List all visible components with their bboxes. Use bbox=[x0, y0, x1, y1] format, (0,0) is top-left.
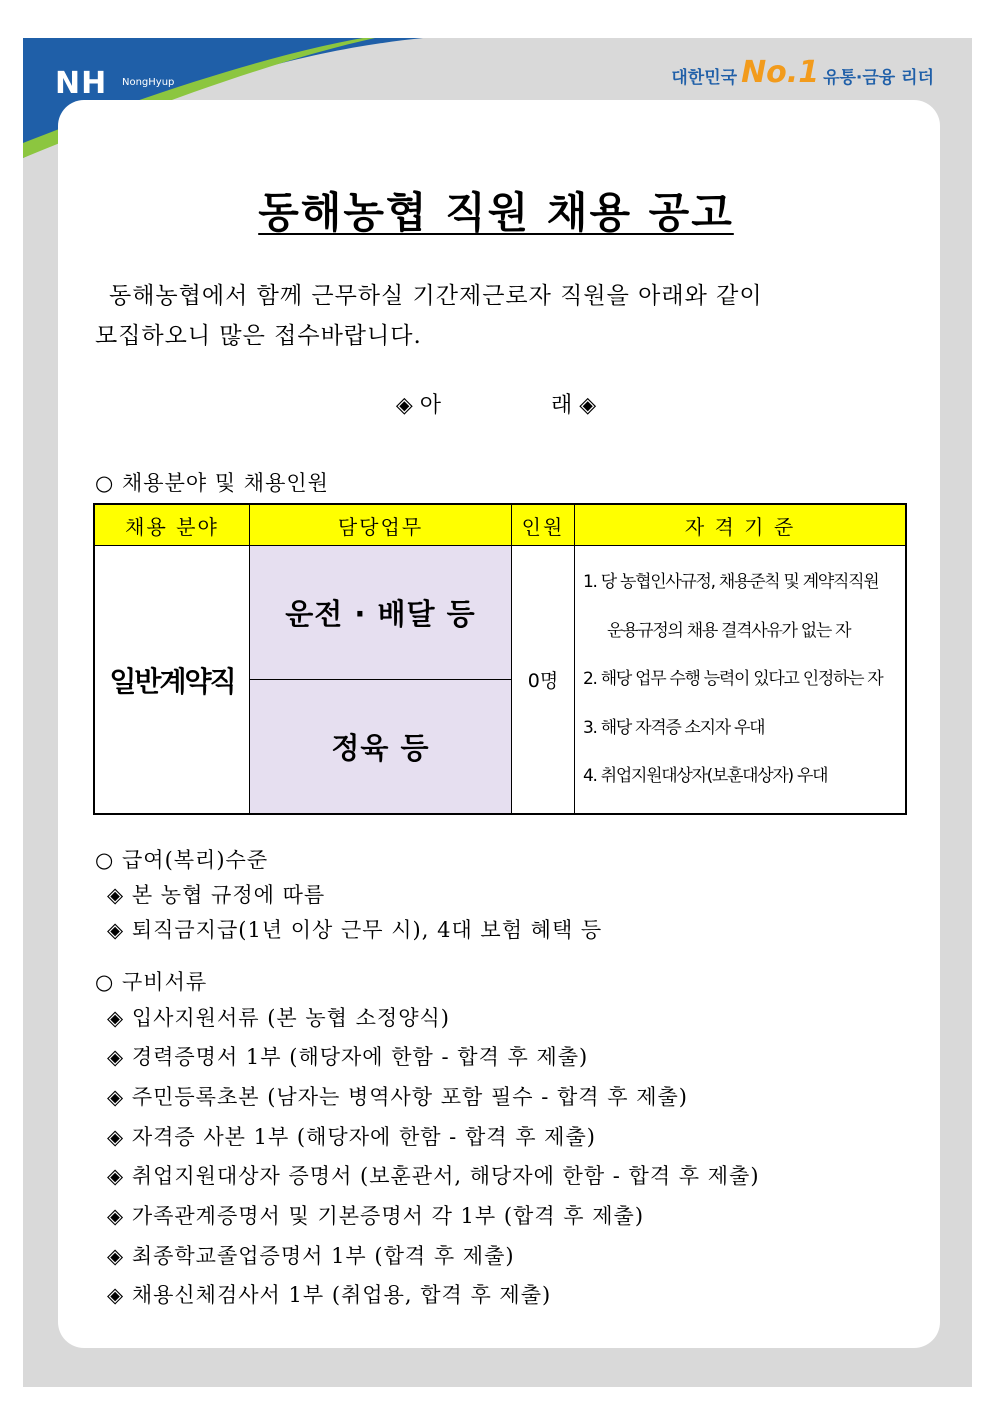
list-item: ◈ 본 농협 규정에 따름 bbox=[107, 883, 326, 907]
intro-paragraph bbox=[95, 276, 895, 356]
criteria-item: 4. 취업지원대상자(보훈대상자) 우대 bbox=[583, 766, 828, 787]
page-title-text: 동해농협 직원 채용 공고 bbox=[258, 188, 734, 237]
arae-right: 래 ◈ bbox=[551, 393, 597, 418]
list-item: ◈ 취업지원대상자 증명서 (보훈관서, 해당자에 한함 - 합격 후 제출) bbox=[107, 1164, 760, 1188]
criteria-item: 1. 당 농협인사규정, 채용준칙 및 계약직직원 bbox=[583, 572, 879, 593]
header-count: 인원 bbox=[512, 504, 575, 546]
list-item: ◈ 자격증 사본 1부 (해당자에 한함 - 합격 후 제출) bbox=[107, 1125, 596, 1149]
count-cell: 0명 bbox=[512, 546, 575, 815]
slogan-no1: No.1 bbox=[741, 55, 820, 90]
nh-logo: NH bbox=[55, 66, 108, 101]
criteria-item: 3. 해당 자격증 소지자 우대 bbox=[583, 717, 765, 738]
list-item: ◈ 최종학교졸업증명서 1부 (합격 후 제출) bbox=[107, 1244, 515, 1268]
list-item: ◈ 가족관계증명서 및 기본증명서 각 1부 (합격 후 제출) bbox=[107, 1204, 645, 1228]
recruitment-table bbox=[93, 503, 907, 815]
list-item: ◈ 채용신체검사서 1부 (취업용, 합격 후 제출) bbox=[107, 1283, 552, 1307]
slogan-suffix: 유통·금융 리더 bbox=[823, 68, 934, 88]
section-documents-heading: ○ 구비서류 bbox=[95, 970, 208, 994]
criteria-item: 2. 해당 업무 수행 능력이 있다고 인정하는 자 bbox=[583, 669, 883, 690]
criteria-cell bbox=[575, 546, 907, 815]
arae-left: ◈ 아 bbox=[395, 393, 441, 418]
list-item: ◈ 퇴직금지급(1년 이상 근무 시), 4대 보험 혜택 등 bbox=[107, 918, 603, 942]
table-row bbox=[94, 546, 906, 680]
slogan bbox=[671, 55, 934, 90]
field-cell: 일반계약직 bbox=[94, 546, 250, 815]
arae-heading bbox=[0, 388, 992, 419]
list-item: ◈ 주민등록초본 (남자는 병역사항 포함 필수 - 합격 후 제출) bbox=[107, 1085, 688, 1109]
list-item: ◈ 입사지원서류 (본 농협 소정양식) bbox=[107, 1006, 450, 1030]
criteria-item: 운용규정의 채용 결격사유가 없는 자 bbox=[607, 620, 851, 641]
header-field: 채용 분야 bbox=[94, 504, 250, 546]
page-title bbox=[0, 180, 992, 240]
header-duty: 담당업무 bbox=[250, 504, 512, 546]
intro-line-1: 동해농협에서 함께 근무하실 기간제근로자 직원을 아래와 같이 bbox=[109, 283, 763, 309]
section-salary-heading: ○ 급여(복리)수준 bbox=[95, 848, 269, 872]
duty-cell-driving: 운전 · 배달 등 bbox=[250, 546, 512, 680]
nh-logo-subtitle: NongHyup bbox=[122, 77, 175, 88]
duty-cell-butcher: 정육 등 bbox=[250, 680, 512, 815]
intro-line-2: 모집하오니 많은 접수바랍니다. bbox=[95, 323, 422, 349]
slogan-prefix: 대한민국 bbox=[671, 68, 738, 88]
table-header-row bbox=[94, 504, 906, 546]
header-criteria: 자 격 기 준 bbox=[575, 504, 907, 546]
section-recruitment-heading: ○ 채용분야 및 채용인원 bbox=[95, 471, 329, 495]
list-item: ◈ 경력증명서 1부 (해당자에 한함 - 합격 후 제출) bbox=[107, 1045, 589, 1069]
